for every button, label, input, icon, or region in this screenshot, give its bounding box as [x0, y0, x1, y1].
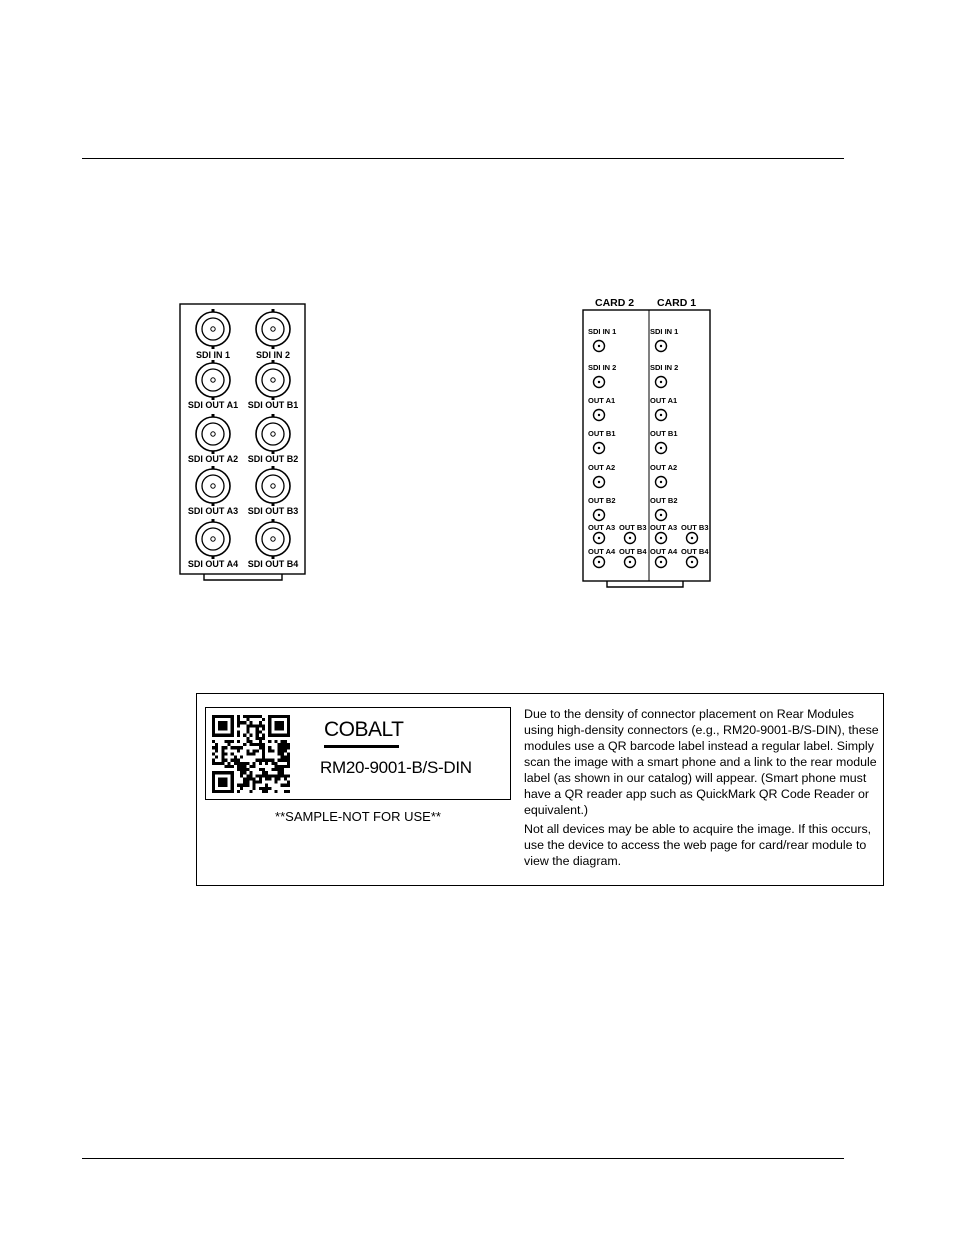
qr-description-paragraph-1: Due to the density of connector placement on Rear Modules using high-density connectors (e.g., RM20-9001-B/S-DIN), these modules use a QR barcode label instead a regular label. Simply scan the image with a smart phone and a link to the rear module label (as shown in our catalog) will appear. (Smart phone must have a QR reader app such as QuickMark QR Code Reader or equivalent.)	[524, 707, 879, 817]
qr-description	[524, 706, 880, 872]
connector-label: OUT B1	[650, 429, 678, 438]
din-connector	[588, 523, 615, 544]
bnc-connector	[248, 360, 299, 410]
model-number: RM20-9001-B/S-DIN	[320, 758, 472, 777]
card1-header: CARD 1	[657, 297, 697, 309]
connector-label: OUT B3	[681, 523, 709, 532]
connector-label: OUT A3	[588, 523, 616, 532]
din-connector	[588, 363, 616, 388]
connector-label: SDI IN 2	[255, 350, 291, 360]
din-connector	[619, 547, 647, 568]
brand-underline	[324, 745, 399, 748]
connector-label: OUT B1	[588, 429, 616, 438]
connector-label: OUT B2	[588, 496, 616, 505]
connector-label: SDI OUT A4	[187, 559, 239, 569]
connector-label: OUT A3	[650, 523, 678, 532]
connector-label: OUT A1	[650, 396, 678, 405]
connector-label: OUT A2	[650, 463, 678, 472]
connector-label: SDI OUT A3	[187, 506, 239, 516]
bnc-connector	[196, 309, 230, 360]
din-connector	[588, 396, 615, 421]
din-connector	[588, 463, 615, 488]
right-rear-module-diagram	[580, 292, 715, 588]
din-connector	[650, 429, 678, 454]
din-connector	[650, 523, 677, 544]
din-connector	[650, 496, 678, 521]
din-connector	[681, 547, 709, 568]
din-connector	[650, 463, 677, 488]
connector-label: OUT B4	[619, 547, 647, 556]
header-rule	[82, 158, 844, 159]
bnc-connector	[248, 414, 299, 464]
connector-label: SDI IN 1	[195, 350, 231, 360]
connector-label: SDI IN 2	[650, 363, 679, 372]
qr-code-image	[212, 715, 290, 793]
bnc-connector	[188, 466, 238, 516]
connector-label: SDI IN 1	[650, 327, 679, 336]
bnc-connector	[256, 309, 290, 360]
din-connector	[588, 547, 616, 568]
bnc-connector	[188, 519, 238, 569]
din-connector	[681, 523, 709, 544]
connector-label: OUT B4	[681, 547, 709, 556]
din-connector	[619, 523, 647, 544]
qr-description-paragraph-2: Not all devices may be able to acquire the image. If this occurs, use the device to access the web page for card/rear module to view the diagram.	[524, 822, 872, 868]
connector-label: SDI IN 1	[588, 327, 617, 336]
din-connector	[650, 327, 678, 352]
bnc-connector	[188, 414, 238, 464]
bnc-connector	[248, 466, 299, 516]
din-connector	[650, 396, 677, 421]
connector-label: OUT B2	[650, 496, 678, 505]
din-connector	[650, 363, 678, 388]
footer-rule	[82, 1158, 844, 1159]
din-connector	[650, 547, 678, 568]
sample-qr-label	[205, 707, 511, 800]
bnc-connector	[188, 360, 238, 410]
connector-label: SDI OUT A2	[187, 454, 239, 464]
connector-label: OUT A1	[588, 396, 616, 405]
connector-label: OUT B3	[619, 523, 647, 532]
connector-label: SDI OUT B4	[247, 559, 299, 569]
card2-header: CARD 2	[595, 297, 635, 309]
connector-label: SDI IN 2	[588, 363, 617, 372]
din-connector	[588, 496, 616, 521]
bnc-connector	[248, 519, 299, 569]
connector-label: OUT A4	[588, 547, 616, 556]
left-rear-module-diagram	[176, 300, 311, 584]
connector-label: SDI OUT B2	[247, 454, 299, 464]
din-connector	[588, 327, 616, 352]
din-connector	[588, 429, 616, 454]
connector-label: SDI OUT A1	[187, 400, 239, 410]
connector-label: SDI OUT B1	[247, 400, 299, 410]
connector-label: OUT A2	[588, 463, 616, 472]
connector-label: OUT A4	[650, 547, 678, 556]
sample-caption: **SAMPLE-NOT FOR USE**	[275, 809, 441, 824]
brand-logo-text: COBALT	[324, 718, 404, 741]
qr-label-note	[196, 693, 884, 886]
connector-label: SDI OUT B3	[247, 506, 299, 516]
